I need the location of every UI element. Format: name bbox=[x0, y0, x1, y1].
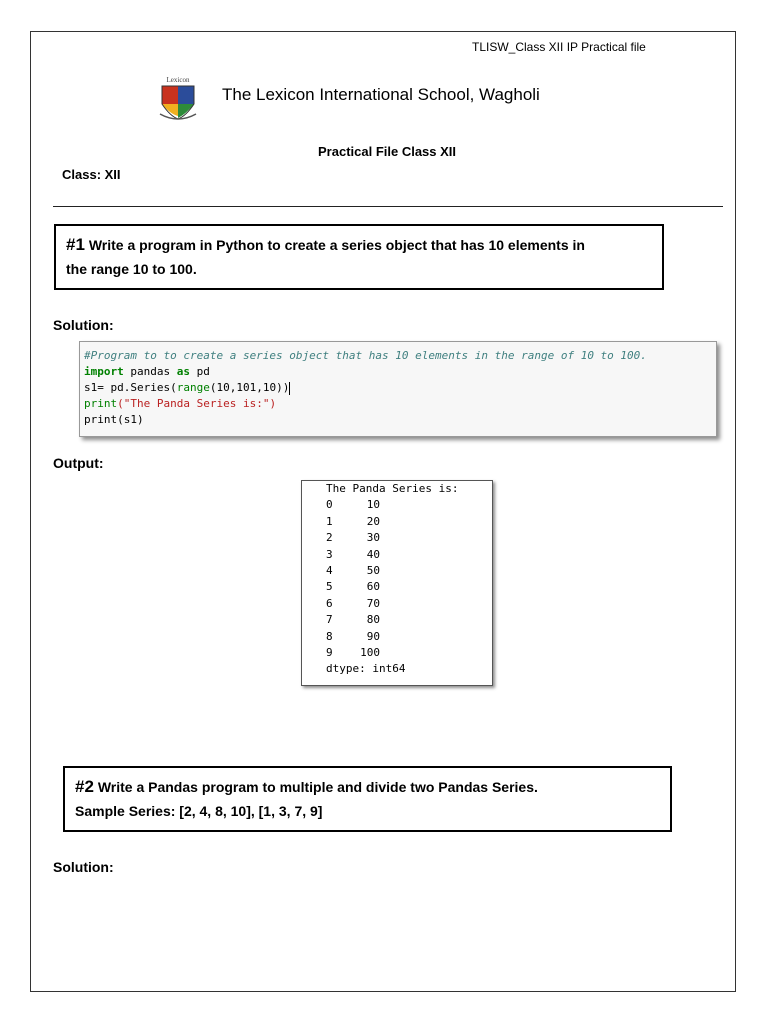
output-index: 9 bbox=[326, 646, 333, 660]
text-cursor bbox=[289, 382, 290, 395]
logo-text: Lexicon bbox=[166, 76, 190, 84]
divider bbox=[53, 206, 723, 207]
output-row bbox=[326, 596, 492, 612]
file-label: TLISW_Class XII IP Practical file bbox=[472, 40, 646, 54]
output-index: 1 bbox=[326, 514, 333, 528]
output-value: 30 bbox=[366, 531, 380, 545]
output-value: 10 bbox=[366, 498, 380, 512]
code-string: ("The Panda Series is:") bbox=[117, 397, 277, 410]
code-text: pandas bbox=[123, 365, 177, 378]
output-row bbox=[326, 645, 492, 661]
question-2-number: #2 bbox=[75, 777, 94, 796]
code-cell[interactable] bbox=[79, 341, 717, 437]
code-builtin-range: range bbox=[176, 381, 210, 394]
code-builtin-print: print bbox=[84, 397, 118, 410]
output-row bbox=[326, 629, 492, 645]
output-value: 100 bbox=[360, 646, 380, 660]
output-row bbox=[326, 563, 492, 579]
output-index: 8 bbox=[326, 629, 333, 643]
output-row bbox=[326, 612, 492, 628]
question-2-text-line2: Sample Series: [2, 4, 8, 10], [1, 3, 7, 9] bbox=[75, 803, 323, 819]
solution-label: Solution: bbox=[53, 317, 114, 333]
output-title: The Panda Series is: bbox=[326, 482, 459, 495]
output-value: 60 bbox=[366, 580, 380, 594]
question-2-box bbox=[63, 766, 672, 832]
output-index: 2 bbox=[326, 531, 333, 545]
shield-icon bbox=[158, 84, 198, 122]
question-1-text-line1: Write a program in Python to create a series object that has 10 elements in bbox=[88, 237, 585, 253]
output-row bbox=[326, 530, 492, 546]
output-row bbox=[326, 497, 492, 513]
page-subtitle: Practical File Class XII bbox=[318, 144, 457, 159]
code-text: print(s1) bbox=[84, 413, 144, 426]
school-name: The Lexicon International School, Wagholi bbox=[222, 85, 540, 104]
code-text: pd bbox=[189, 365, 210, 378]
output-dtype: dtype: int64 bbox=[326, 662, 406, 676]
question-2-text-line1: Write a Pandas program to multiple and divide two Pandas Series. bbox=[97, 779, 538, 795]
output-index: 0 bbox=[326, 498, 333, 512]
output-row bbox=[326, 579, 492, 595]
output-index: 7 bbox=[326, 613, 333, 627]
school-logo bbox=[158, 76, 198, 122]
output-box bbox=[301, 480, 493, 686]
code-keyword-as: as bbox=[176, 365, 190, 378]
output-row bbox=[326, 547, 492, 563]
output-index: 3 bbox=[326, 547, 333, 561]
output-value: 80 bbox=[366, 613, 380, 627]
question-1-text-line2: the range 10 to 100. bbox=[66, 261, 197, 277]
output-value: 40 bbox=[366, 547, 380, 561]
code-text: (10,101,10)) bbox=[209, 381, 290, 394]
question-1-number: #1 bbox=[66, 235, 85, 254]
output-index: 4 bbox=[326, 564, 333, 578]
code-keyword-import: import bbox=[84, 365, 124, 378]
output-value: 90 bbox=[366, 629, 380, 643]
code-text: s1= pd.Series( bbox=[84, 381, 177, 394]
output-label: Output: bbox=[53, 455, 104, 471]
output-index: 6 bbox=[326, 596, 333, 610]
class-label: Class: XII bbox=[62, 167, 121, 182]
solution-2-label: Solution: bbox=[53, 859, 114, 875]
output-value: 20 bbox=[366, 514, 380, 528]
output-row bbox=[326, 514, 492, 530]
question-1-box bbox=[54, 224, 664, 290]
output-value: 50 bbox=[366, 564, 380, 578]
output-index: 5 bbox=[326, 580, 333, 594]
code-comment: #Program to to create a series object that has 10 elements in the range of 10 to 100. bbox=[84, 349, 647, 362]
output-value: 70 bbox=[366, 596, 380, 610]
